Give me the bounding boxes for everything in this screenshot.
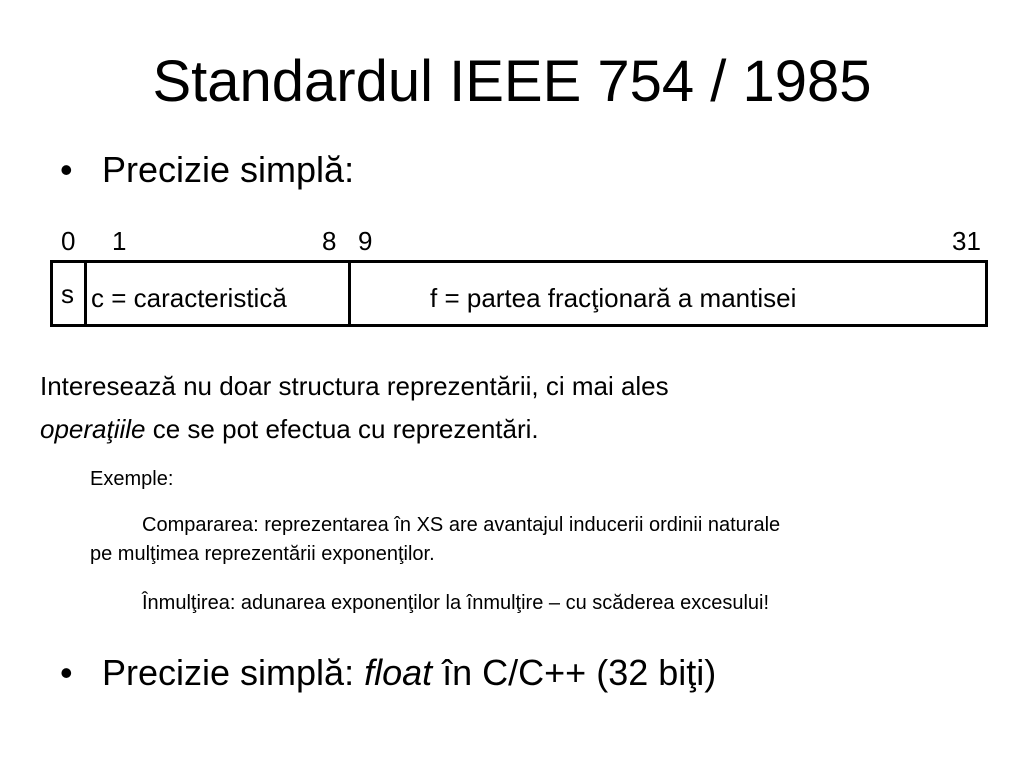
- example-compare-line-1: Compararea: reprezentarea în XS are avantajul inducerii ordinii naturale: [142, 514, 781, 536]
- fraction-field: [351, 263, 985, 324]
- bit-label-0: 0: [61, 226, 76, 256]
- characteristic-label: c = caracteristică: [91, 283, 287, 313]
- example-compare-line-2: pe mulţimea reprezentării exponenţilor.: [90, 543, 435, 565]
- bit-label-9: 9: [358, 226, 373, 256]
- bullet-dot: •: [60, 149, 73, 190]
- paragraph-line-2: [40, 411, 539, 448]
- paragraph-line-2-rest: ce se pot efectua cu reprezentări.: [145, 414, 539, 444]
- example-multiply: Înmulţirea: adunarea exponenţilor la înmulţire – cu scăderea excesului!: [142, 592, 770, 614]
- slide-title: Standardul IEEE 754 / 1985: [152, 49, 872, 114]
- bullet-dot: •: [60, 652, 73, 693]
- fraction-label: f = partea fracţionară a mantisei: [430, 283, 797, 313]
- operations-emphasis: operaţiile: [40, 414, 146, 444]
- bullet-float-prefix: Precizie simplă:: [102, 652, 365, 693]
- sign-label: s: [61, 279, 74, 309]
- sign-field: [53, 263, 87, 324]
- examples-heading: Exemple:: [90, 468, 174, 490]
- bullet-float-text: [102, 651, 716, 695]
- bit-label-31: 31: [952, 226, 981, 256]
- float-keyword: float: [364, 652, 433, 693]
- bullet-text: Precizie simplă:: [102, 149, 355, 190]
- bit-label-1: 1: [112, 226, 127, 256]
- characteristic-field: [87, 263, 351, 324]
- bit-label-8: 8: [322, 226, 337, 256]
- float-register-diagram: [50, 260, 988, 327]
- paragraph-line-1: Interesează nu doar structura reprezentării, ci mai ales: [40, 371, 669, 401]
- bullet-float-suffix: în C/C++ (32 biţi): [432, 652, 717, 693]
